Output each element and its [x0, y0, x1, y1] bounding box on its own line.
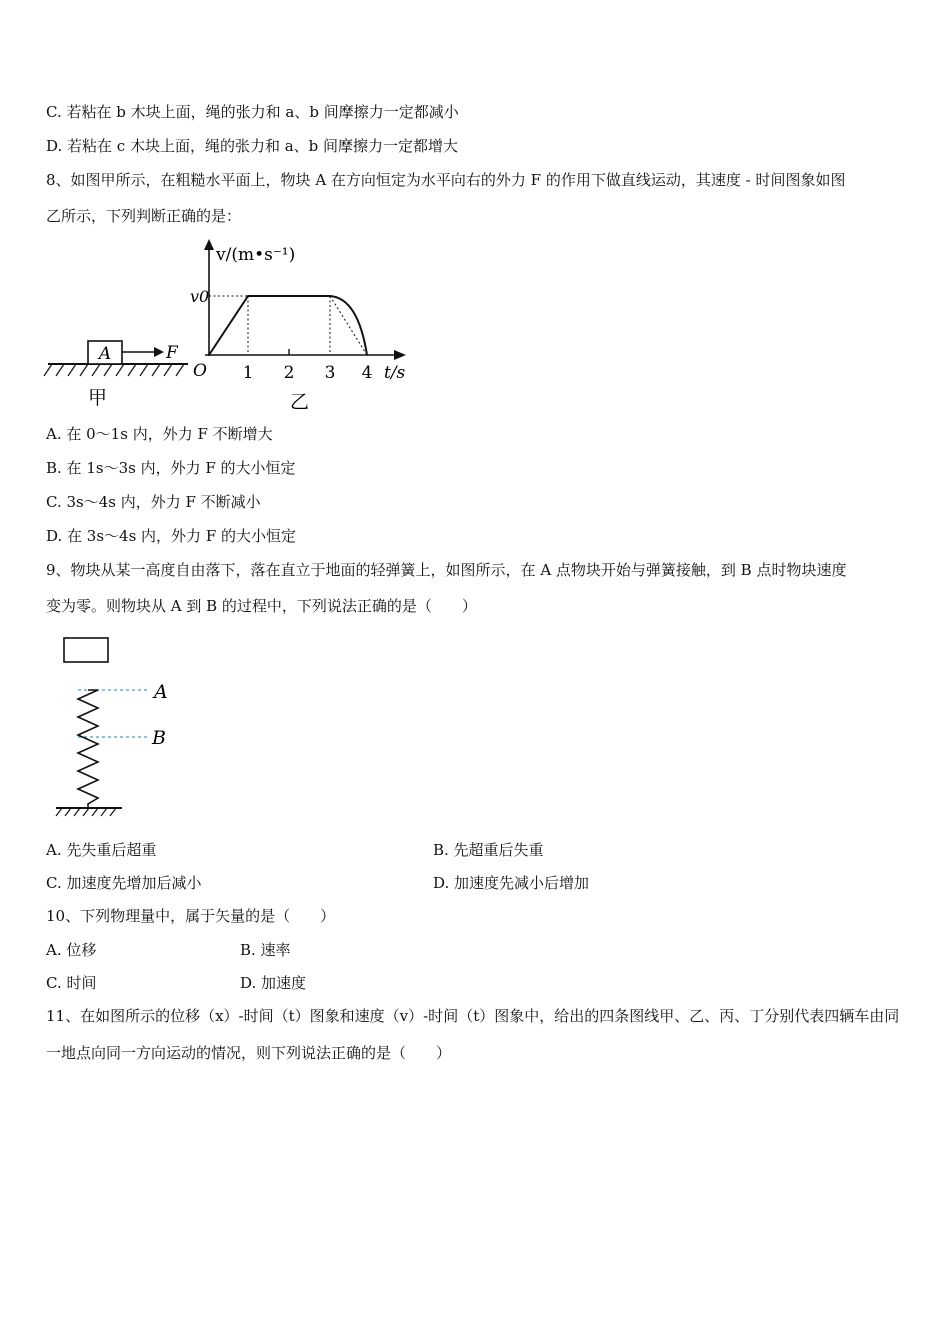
- caption-yi: 乙: [290, 391, 310, 413]
- q9-figure: [50, 632, 190, 822]
- q10-option-d: D. 加速度: [240, 974, 307, 992]
- q8-stem-line2: 乙所示，下列判断正确的是：: [46, 207, 242, 225]
- t-tick-4: 4: [361, 363, 373, 383]
- q9-option-a: A. 先失重后超重: [46, 841, 157, 859]
- q9-stem-line1: 9、物块从某一高度自由落下，落在直立于地面的轻弹簧上，如图所示，在 A 点物块开始与弹簧接触，到 B 点时物块速度: [46, 561, 847, 579]
- q9-option-c: C. 加速度先增加后减小: [46, 874, 202, 892]
- caption-jia: 甲: [88, 387, 108, 409]
- q8-figure-jia: [44, 341, 188, 409]
- falling-block: [64, 638, 108, 662]
- q7-option-d: D. 若粘在 c 木块上面，绳的张力和 a、b 间摩擦力一定都增大: [46, 137, 459, 155]
- v0-label: v0: [190, 287, 210, 306]
- origin-label: O: [193, 361, 207, 381]
- q10-option-c: C. 时间: [46, 974, 97, 992]
- q10-stem: 10、下列物理量中，属于矢量的是（ ）: [46, 907, 336, 925]
- v-t-curve: [209, 296, 367, 355]
- force-arrow-head: [154, 347, 164, 357]
- spring: [78, 690, 98, 808]
- q10-option-a: A. 位移: [46, 941, 97, 959]
- q8-option-a: A. 在 0～1s 内，外力 F 不断增大: [46, 425, 273, 443]
- force-label: F: [166, 343, 178, 363]
- t-axis-label: t/s: [384, 363, 406, 383]
- t-tick-3: 3: [324, 363, 336, 383]
- t-tick-2: 2: [283, 363, 295, 383]
- t-tick-1: 1: [242, 363, 254, 383]
- q8-option-d: D. 在 3s～4s 内，外力 F 的大小恒定: [46, 527, 296, 545]
- q10-option-b: B. 速率: [240, 941, 291, 959]
- q9-option-b: B. 先超重后失重: [433, 841, 544, 859]
- t-axis-arrow: [394, 350, 406, 360]
- label-b: B: [152, 727, 166, 749]
- q11-stem-line2: 一地点向同一方向运动的情况，则下列说法正确的是（ ）: [46, 1044, 452, 1062]
- v-axis-arrow: [204, 239, 214, 250]
- q8-stem-line1: 8、如图甲所示，在粗糙水平面上，物块 A 在方向恒定为水平向右的外力 F 的作用下做直线运动，其速度 - 时间图象如图: [46, 171, 846, 189]
- q8-option-c: C. 3s～4s 内，外力 F 不断减小: [46, 493, 261, 511]
- q8-figure-yi: [190, 239, 406, 413]
- v-axis-label: v/(m•s⁻¹): [216, 245, 296, 265]
- label-a: A: [154, 681, 168, 703]
- q7-option-c: C. 若粘在 b 木块上面，绳的张力和 a、b 间摩擦力一定都减小: [46, 103, 459, 121]
- q9-option-d: D. 加速度先减小后增加: [433, 874, 590, 892]
- block-a-label: A: [98, 344, 112, 364]
- q8-option-b: B. 在 1s～3s 内，外力 F 的大小恒定: [46, 459, 296, 477]
- q9-stem-line2: 变为零。则物块从 A 到 B 的过程中，下列说法正确的是（ ）: [46, 597, 477, 615]
- q8-figure: [40, 236, 410, 414]
- q11-stem-line1: 11、在如图所示的位移（x）-时间（t）图象和速度（v）-时间（t）图象中，给出的四条图线甲、乙、丙、丁分别代表四辆车由同: [46, 1007, 900, 1025]
